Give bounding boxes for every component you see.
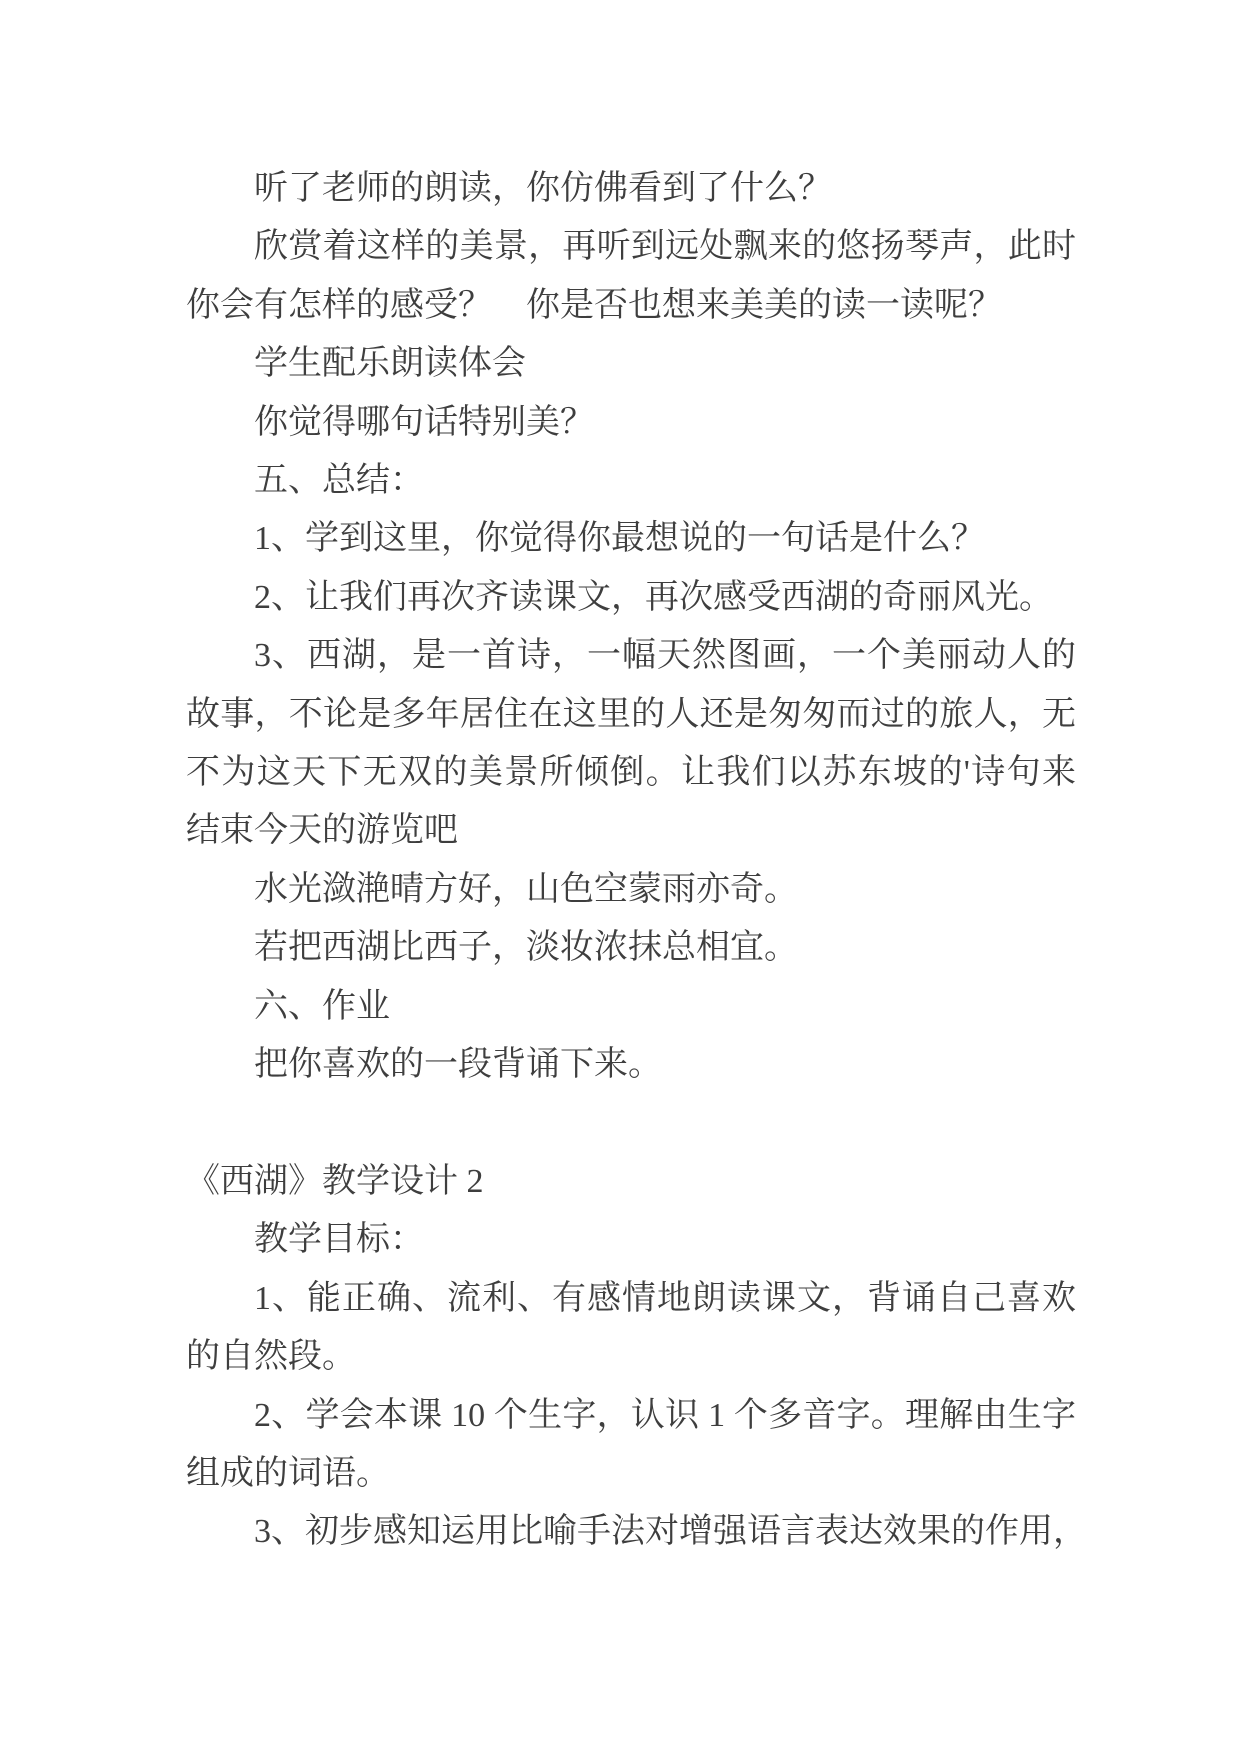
- paragraph-line: 学生配乐朗读体会: [254, 345, 526, 383]
- list-item-line: 故事，不论是多年居住在这里的人还是匆匆而过的旅人，无: [186, 695, 1076, 733]
- section-heading: 六、作业: [254, 987, 390, 1025]
- poem-line: 水光潋滟晴方好，山色空蒙雨亦奇。: [254, 870, 798, 908]
- paragraph-line: 你觉得哪句话特别美？: [254, 403, 594, 441]
- list-item-line: 不为这天下无双的美景所倾倒。让我们以苏东坡的'诗句来: [186, 754, 1076, 792]
- list-item-line: 组成的词语。: [186, 1454, 390, 1492]
- section-heading: 教学目标：: [254, 1221, 424, 1259]
- list-item-line: 的自然段。: [186, 1338, 356, 1376]
- paragraph-line: 欣赏着这样的美景，再听到远处飘来的悠扬琴声，此时: [254, 228, 1076, 266]
- list-item-line: 1、能正确、流利、有感情地朗读课文，背诵自己喜欢: [254, 1279, 1076, 1317]
- paragraph-line: 你会有怎样的感受？ 你是否也想来美美的读一读呢？: [186, 286, 1002, 324]
- poem-line: 若把西湖比西子，淡妆浓抹总相宜。: [254, 929, 798, 967]
- document-body: [186, 160, 1087, 1562]
- list-item-line: 3、初步感知运用比喻手法对增强语言表达效果的作用，: [254, 1513, 1087, 1551]
- paragraph-line: 听了老师的朗读，你仿佛看到了什么？: [254, 170, 832, 207]
- blank-line: [186, 1095, 1076, 1153]
- section-heading: 五、总结：: [254, 462, 424, 500]
- list-item-line: 2、学会本课 10 个生字，认识 1 个多音字。理解由生字: [254, 1396, 1076, 1434]
- list-item-line: 结束今天的游览吧: [186, 812, 458, 850]
- list-item-line: 2、让我们再次齐读课文，再次感受西湖的奇丽风光。: [254, 578, 1053, 616]
- list-item-line: 3、西湖，是一首诗，一幅天然图画，一个美丽动人的: [254, 637, 1076, 675]
- paragraph-line: 把你喜欢的一段背诵下来。: [254, 1046, 662, 1084]
- list-item-line: 1、学到这里，你觉得你最想说的一句话是什么？: [254, 520, 985, 558]
- document-title: 《西湖》教学设计 2: [186, 1162, 484, 1200]
